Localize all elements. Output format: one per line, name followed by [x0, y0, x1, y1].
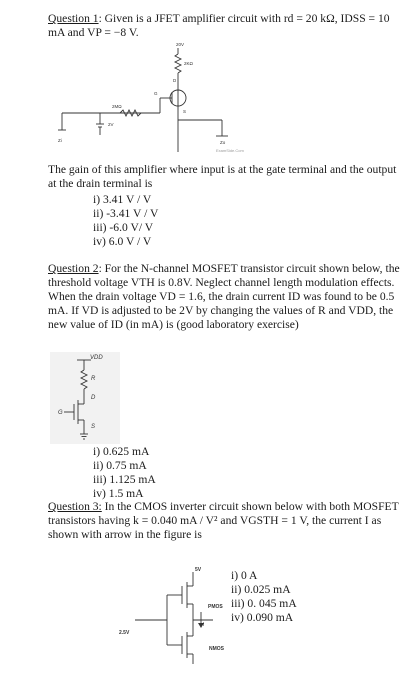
q3-option-2: ii) 0.025 mA	[231, 583, 291, 596]
q3-current-label: I	[203, 622, 205, 628]
q2-label: Question 2	[48, 262, 99, 275]
q3-option-4: iv) 0.090 mA	[231, 611, 294, 624]
q2-option-4: iv) 1.5 mA	[93, 487, 144, 500]
q2-diagram-background	[50, 352, 120, 444]
q1-rd-label: 2KΩ	[184, 61, 193, 66]
q2-text: : For the N-channel MOSFET transistor circuit shown below, the threshold voltage VTH is 0.8V. Neglect channel length modulation effects. When the drain voltage VD = 1.6, the drain current ID was found to be 0.5 mA. If VD is adjusted to be 2V by changing the values of R and VDD, the new value of ID (in mA) is (good laboratory exercise)	[48, 262, 400, 331]
q1-label: Question 1	[48, 12, 99, 25]
q2-drain-label: D	[91, 395, 96, 401]
q3-label: Question 3:	[48, 500, 102, 513]
q3-text: In the CMOS inverter circuit shown below with both MOSFET transistors having k = 0.040 mA / V² and VGSTH = 1 V, the current I as shown with arrow in the figure is	[48, 500, 399, 541]
q1-gate-label: G	[154, 91, 158, 96]
q2-vdd-label: VDD	[90, 355, 103, 361]
q1-drain-label: D	[173, 78, 177, 83]
q3-option-1: i) 0 A	[231, 569, 258, 582]
q1-statement	[48, 12, 400, 40]
q1-option-2: ii) -3.41 V / V	[93, 207, 159, 220]
q3-nmos-label: NMOS	[209, 646, 224, 652]
q3-vdd-label: 5V	[195, 567, 202, 573]
q2-option-1: i) 0.625 mA	[93, 445, 150, 458]
q3-statement	[48, 500, 400, 542]
q2-option-2: ii) 0.75 mA	[93, 459, 147, 472]
q2-source-label: S	[91, 424, 96, 430]
q3-pmos-label: PMOS	[208, 604, 223, 610]
q1-text: : Given is a JFET amplifier circuit with rd = 20 kΩ, IDSS = 10 mA and VP = −8 V.	[48, 12, 390, 39]
q1-source-label: S	[183, 109, 187, 114]
q1-option-4: iv) 6.0 V / V	[93, 235, 152, 248]
q1-zi-label: Zi	[58, 138, 62, 143]
q1-option-1: i) 3.41 V / V	[93, 193, 152, 206]
q2-option-3: iii) 1.125 mA	[93, 473, 156, 486]
q2-r-label: R	[91, 376, 96, 382]
q1-rg-label: 2MΩ	[112, 104, 122, 109]
q1-question: The gain of this amplifier where input is at the gate terminal and the output at the drain terminal is	[48, 163, 397, 190]
q1-vsupply-label: 20V	[176, 42, 185, 47]
q3-option-3: iii) 0. 045 mA	[231, 597, 297, 610]
q3-cmos-inverter-diagram	[115, 564, 225, 669]
q2-statement	[48, 262, 400, 332]
q1-vg-label: 2V	[108, 122, 114, 127]
q2-mosfet-circuit-diagram	[50, 352, 120, 444]
q1-zo-label: Zo	[220, 140, 226, 145]
q2-gate-label: G	[58, 410, 63, 416]
q3-vin-label: 2.5V	[119, 630, 130, 636]
q1-option-3: iii) -6.0 V/ V	[93, 221, 154, 234]
q1-watermark: ExamSide.Com	[216, 148, 244, 153]
q1-jfet-circuit-diagram	[50, 40, 370, 155]
